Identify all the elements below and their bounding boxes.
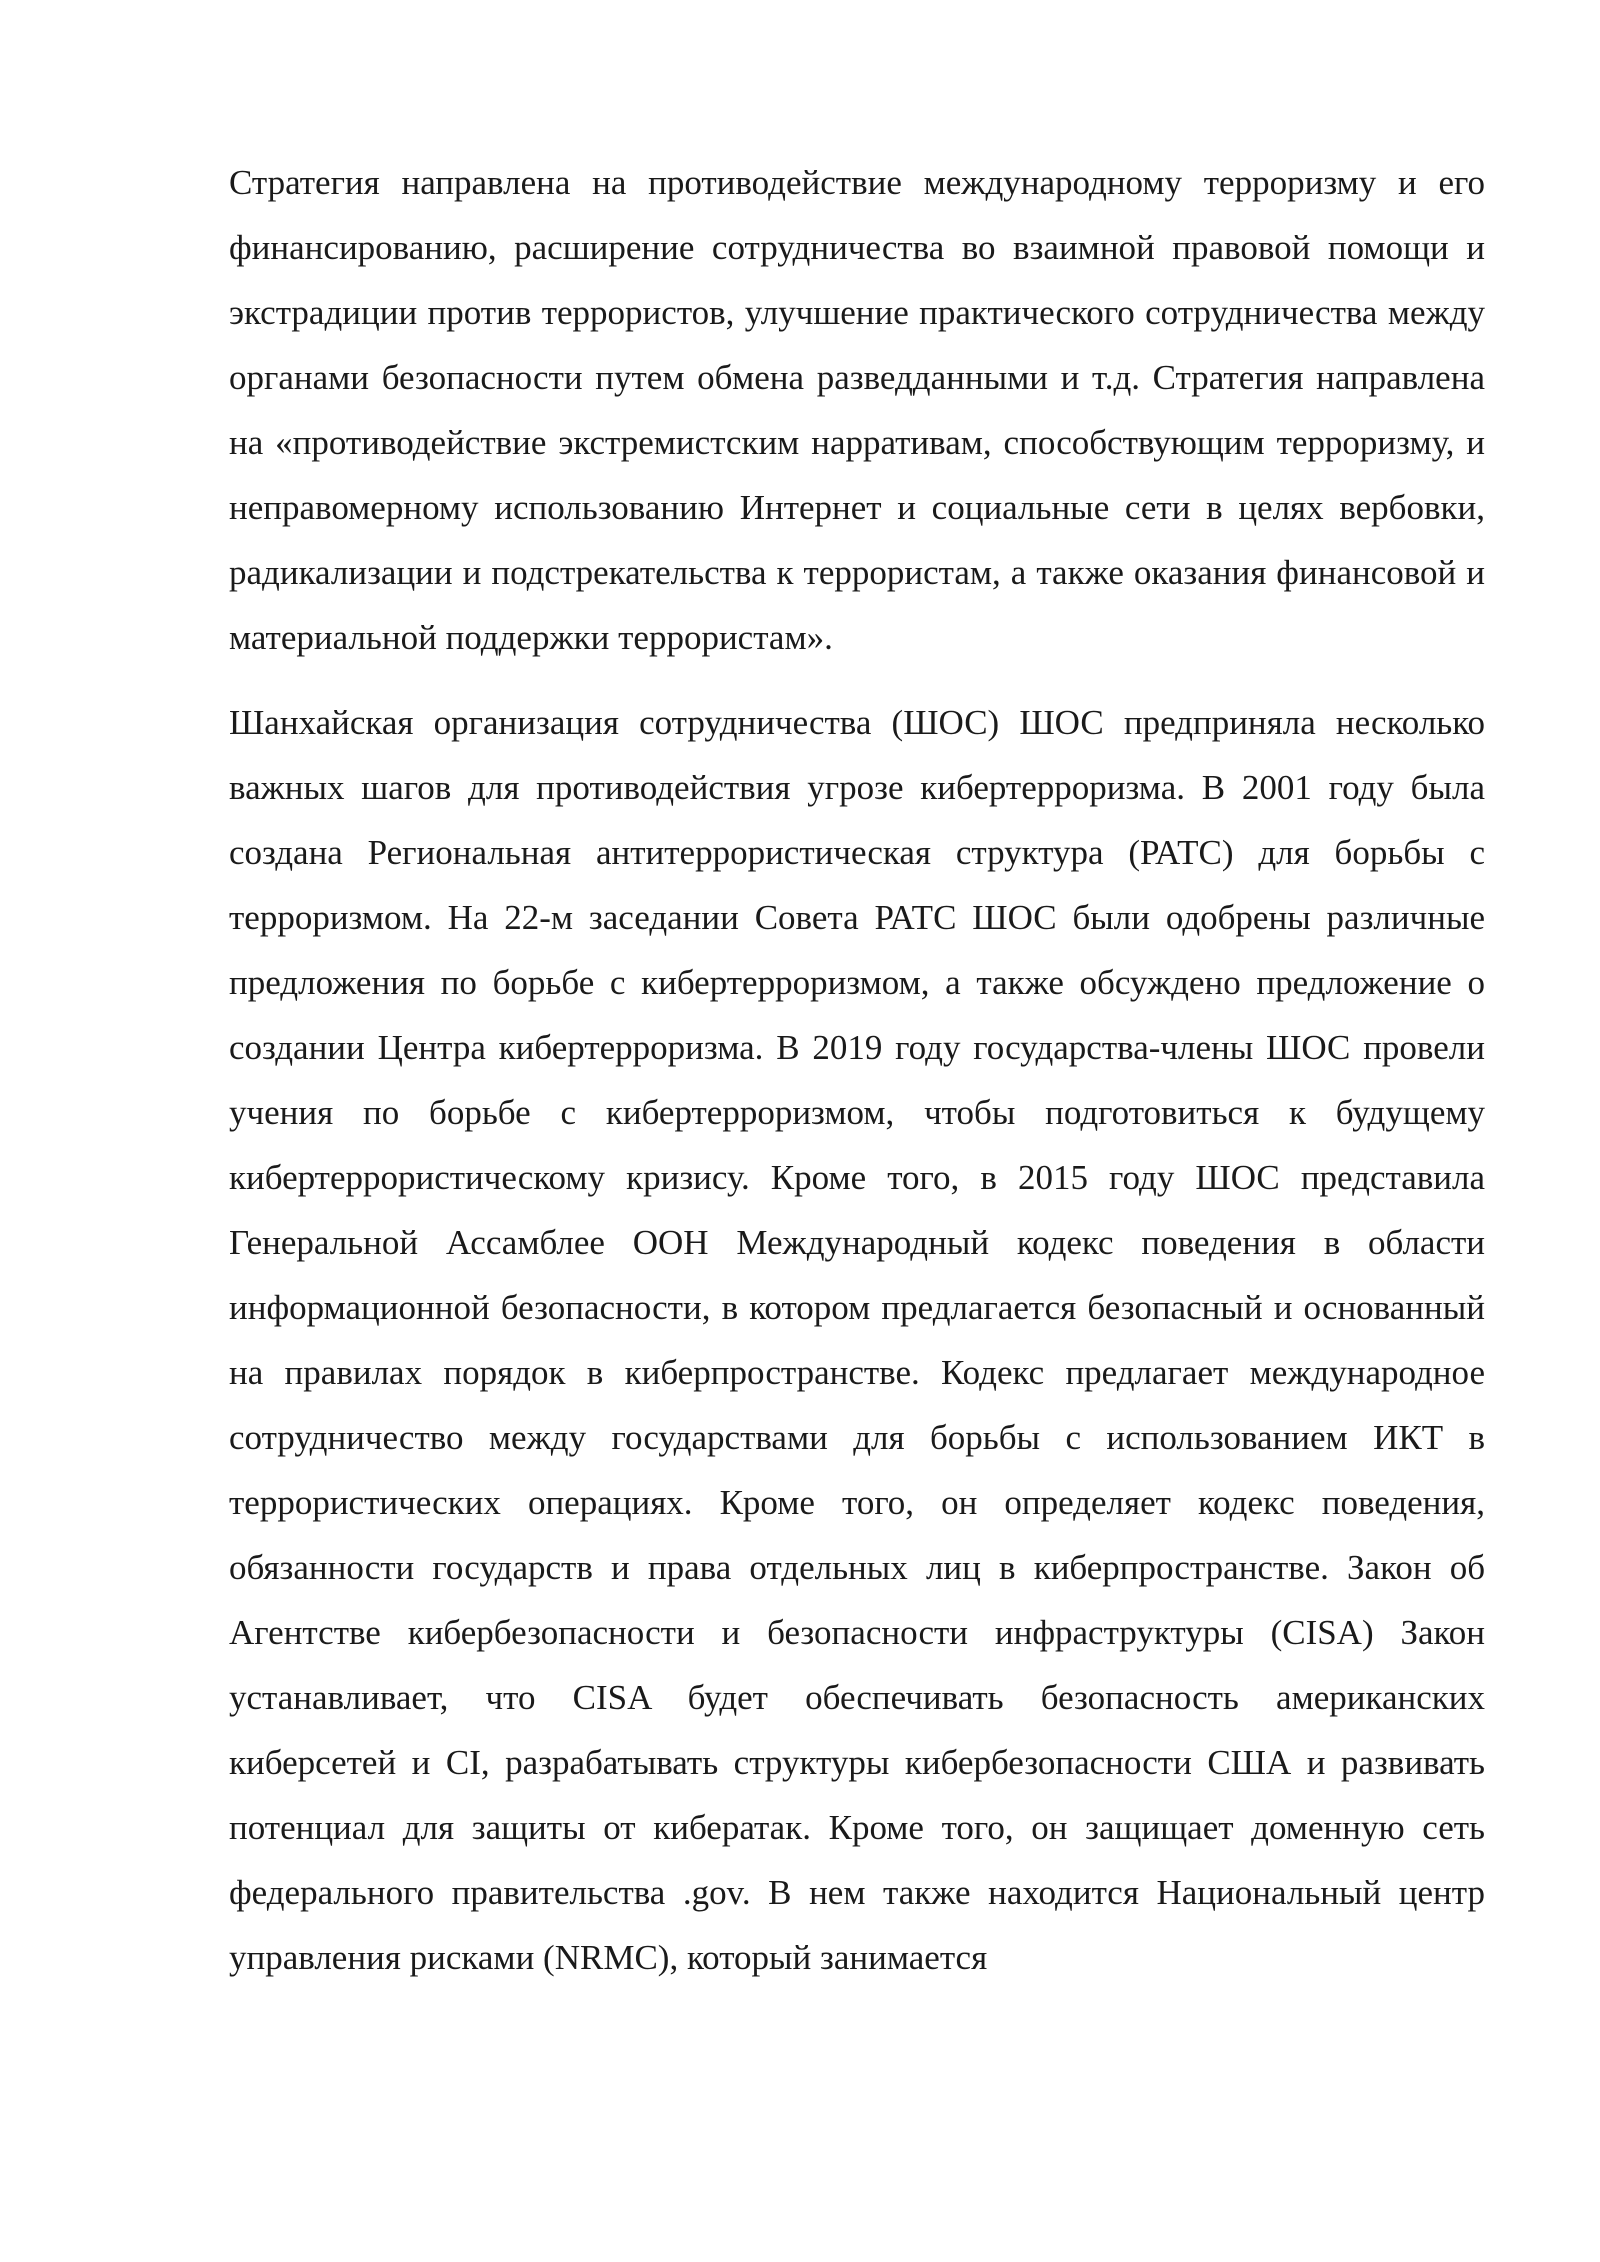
paragraph-sco: Шанхайская организация сотрудничества (ШОС) ШОС предприняла несколько важных шагов для противодействия угрозе кибертерроризма. В 2001 году была создана Региональная антитеррористическая структура (РАТС) для борьбы с терроризмом. На 22-м заседании Совета РАТС ШОС были одобрены различные предложения по борьбе с кибертерроризмом, а также обсуждено предложение о создании Центра кибертерроризма. В 2019 году государства-члены ШОС провели учения по борьбе с кибертерроризмом, чтобы подготовиться к будущему кибертеррористическому кризису. Кроме того, в 2015 году ШОС представила Генеральной Ассамблее ООН Международный кодекс поведения в области информационной безопасности, в котором предлагается безопасный и основанный на правилах порядок в киберпространстве. Кодекс предлагает международное сотрудничество между государствами для борьбы с использованием ИКТ в террористических операциях. Кроме того, он определяет кодекс поведения, обязанности государств и права отдельных лиц в киберпространстве. Закон об Агентстве кибербезопасности и безопасности инфраструктуры (CISA) Закон устанавливает, что CISA будет обеспечивать безопасность американских киберсетей и CI, разрабатывать структуры кибербезопасности США и развивать потенциал для защиты от кибератак. Кроме того, он защищает доменную сеть федерального правительства .gov. В нем также находится Национальный центр управления рисками (NRMC), который занимается: [229, 703, 1485, 1977]
paragraph-strategy: Стратегия направлена на противодействие международному терроризму и его финансированию, расширение сотрудничества во взаимной правовой помощи и экстрадиции против террористов, улучшение практического сотрудничества между органами безопасности путем обмена разведданными и т.д. Стратегия направлена на «противодействие экстремистским нарративам, способствующим терроризму, и неправомерному использованию Интернет и социальные сети в целях вербовки, радикализации и подстрекательства к террористам, а также оказания финансовой и материальной поддержки террористам».: [229, 163, 1485, 657]
document-body: [229, 150, 1485, 1990]
